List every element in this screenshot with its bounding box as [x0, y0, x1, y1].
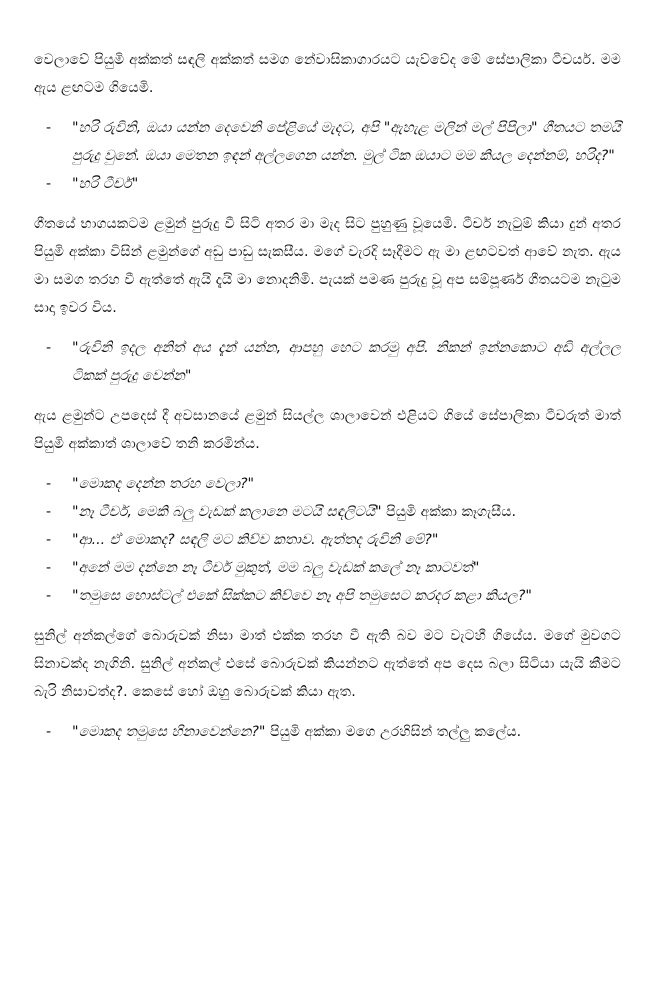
paragraph-4: සුනිල් අන්කල්ගේ බොරුවක් නිසා මාත් එක්ක තරහ වී ඇති බව මට වැටහී ගියේය. මගේ මුවගට සිනාවක්ද නැගිනි. සුනිල් අන්කල් එසේ බොරුවක් කියන්නට ඇත්තේ අප දෙස බලා සිටියා යැයි කීමට බැරි නිසාවත්ද?. කෙසේ හෝ ඔහු බොරුවක් කියා ඇත.: [34, 628, 621, 700]
dialogue-quote: "තමුසෙ හොස්ටල් එකේ සික්කට කිව්වෙ නෑ අපි තමුසෙට කරදර කළා කියල?": [72, 588, 532, 604]
dialogue-dash: -: [46, 560, 52, 576]
dialogue-quote: "ආ... ඒ මොකද? සඳලි මට කිව්ව කතාව. ඇත්තද රුවිනි මේ?": [72, 532, 439, 548]
dialogue-quote: "හරි රුවිනි, ඔයා යන්න දෙවෙනි පේළියේ මැදට, අපි "ඇහැළ මලින් මල් පිපිලා" ගීතයට තමයි පුරුදු වුනේ. ඔයා මෙතන ඉඳන් අල්ලගෙන යන්න. මුල් ටික ඔයාට මම කියල දෙන්නම්, හරිද?": [72, 120, 621, 164]
dialogue-dash: -: [46, 340, 52, 356]
dialogue-block-3: [34, 470, 621, 610]
dialogue-line: [34, 582, 621, 610]
dialogue-line: [34, 114, 621, 170]
paragraph-1: වෙලාවේ පියුමි අක්කත් සඳලි අක්කත් සමග නේවාසිකාගාරයට යැව්වේද මේ සේපාලිකා ටීචර්ය. මම ඇය ළඟටම ගියෙමි.: [34, 52, 621, 96]
dialogue-dash: -: [46, 120, 52, 136]
dialogue-dash: -: [46, 176, 52, 192]
paragraph-3: ඇය ළමුන්ට උපදෙස් දී අවසානයේ ළමුන් සියල්ල ශාලාවෙන් එළියට ගියේ සේපාලිකා ටීචරුත් මාත් පියුමි අක්කාත් ශාලාවේ තනි කරමින්ය.: [34, 408, 621, 452]
dialogue-narration: පියුමි අක්කා මගෙ උරහිසින් තල්ලු කලේය.: [265, 724, 522, 740]
dialogue-quote: "රුවිනි ඉදල අනිත් අය දැන් යන්න, ආපහු හෙට කරමු අපි. නිකන් ඉන්නකොට අඩි අල්ලල ටිකක් පුරුදු වෙන්න": [72, 340, 621, 384]
dialogue-quote: "හරි ටීචර්": [72, 176, 139, 192]
dialogue-narration: පියුමි අක්කා කෑගැසීය.: [381, 504, 517, 520]
dialogue-block-4: [34, 718, 621, 746]
dialogue-block-2: [34, 334, 621, 390]
dialogue-line: [34, 334, 621, 390]
dialogue-line: [34, 554, 621, 582]
paragraph-2: ගීතයේ භාගයකටම ළමුන් පුරුදු වී සිටි අතර මා මැද සිට පුහුණු වූයෙමි. ටීචර් නැටුම් කියා දුන් අතර පියුමි අක්කා විසින් ළමුන්ගේ අඩු පාඩු සැකසීය. මගේ වැරදි සෑදීමට ඇ මා ළඟටවත් ආවේ නැත. ඇය මා සමග තරහ වී ඇත්තේ ඇයි දැයි මා නොදනිමි. පැයක් පමණ පුරුදු වූ අප සම්පූර්ණ ගීතයටම නැටුම සාදා ඉවර විය.: [34, 216, 621, 316]
dialogue-quote: "මොකද දෙන්න තරහ වෙලා?": [72, 476, 255, 492]
dialogue-line: [34, 718, 621, 746]
dialogue-dash: -: [46, 588, 52, 604]
dialogue-line: [34, 526, 621, 554]
dialogue-quote: "අනේ මම දන්නෙ නෑ ටීචර් මුකුත්, මම බලු වැඩක් කලේ නෑ කාටවත්": [72, 560, 480, 576]
dialogue-dash: -: [46, 476, 52, 492]
dialogue-line: [34, 470, 621, 498]
dialogue-block-1: [34, 114, 621, 198]
dialogue-dash: -: [46, 532, 52, 548]
dialogue-quote: "නෑ ටීචර්, මෙකි බලු වැඩක් කලානෙ මටයි සඳලිටයි": [72, 504, 382, 520]
dialogue-line: [34, 498, 621, 526]
dialogue-line: [34, 170, 621, 198]
dialogue-dash: -: [46, 504, 52, 520]
dialogue-dash: -: [46, 724, 52, 740]
dialogue-quote: "මොකද තමුසෙ හිනාවෙන්නෙ?": [72, 724, 266, 740]
